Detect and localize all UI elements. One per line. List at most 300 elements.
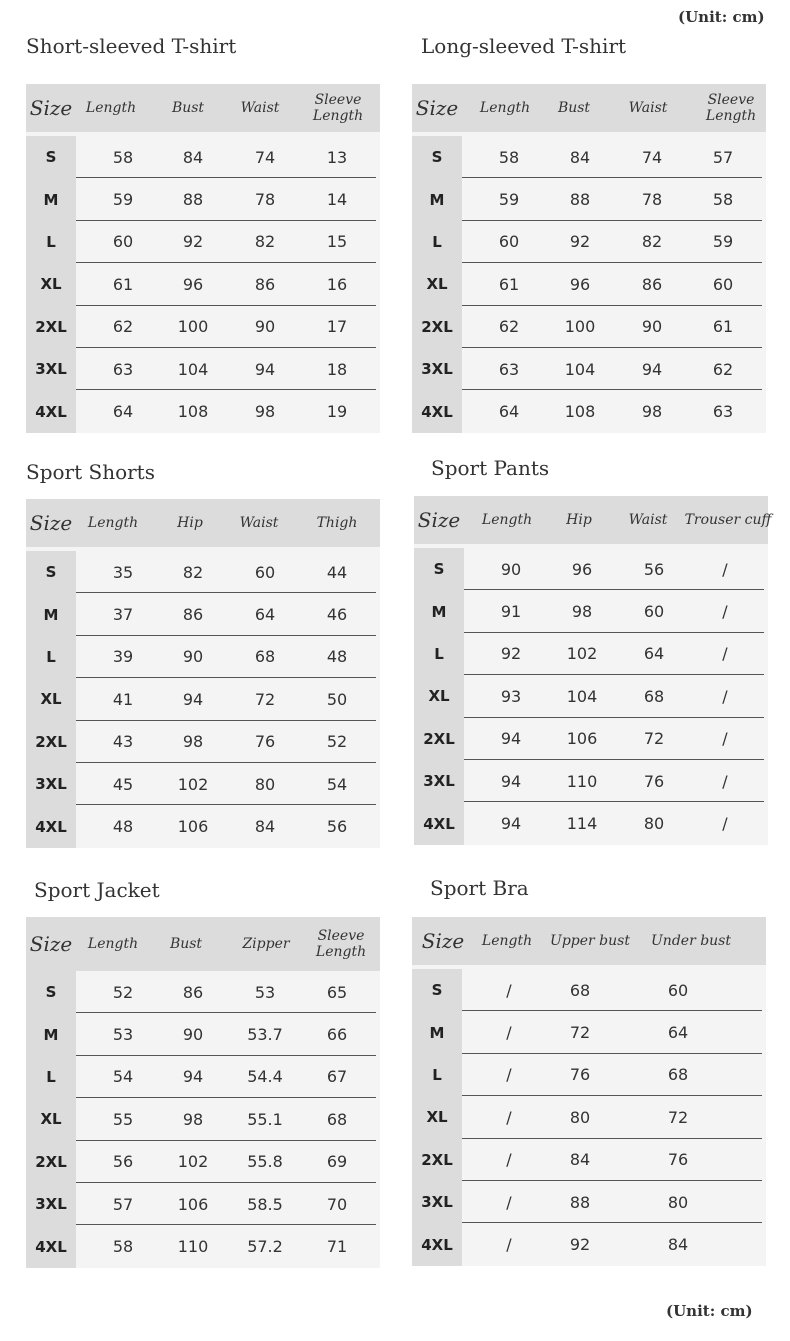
value-cell: 69 [326, 1152, 348, 1172]
value-cell: 55.1 [247, 1109, 283, 1129]
value-cell: 56 [643, 559, 665, 579]
value-cell: 48 [112, 817, 134, 837]
value-cell: 96 [182, 274, 204, 294]
value-cell: 76 [667, 1150, 689, 1170]
table-row [26, 805, 380, 847]
column-header: Upper bust [550, 933, 630, 949]
table-title: Sport Bra [430, 876, 529, 900]
table-row [412, 1096, 766, 1138]
table-row [412, 306, 766, 348]
value-cell: 76 [643, 771, 665, 791]
value-cell: 94 [182, 689, 204, 709]
value-cell: 55 [112, 1109, 134, 1129]
table-row [412, 1139, 766, 1181]
column-header: Bust [171, 100, 205, 116]
value-cell: 90 [182, 647, 204, 667]
size-cell: M [412, 178, 462, 220]
value-cell: 17 [326, 317, 348, 337]
value-cell: 72 [643, 729, 665, 749]
value-cell: / [722, 814, 728, 834]
column-header: Sleeve Length [705, 92, 757, 124]
value-cell: 86 [641, 274, 663, 294]
table-title: Long-sleeved T-shirt [421, 34, 627, 58]
size-cell: L [412, 1054, 462, 1096]
value-cell: 46 [326, 605, 348, 625]
value-cell: 94 [500, 814, 522, 834]
table-row [26, 763, 380, 805]
value-cell: 98 [182, 732, 204, 752]
table-header [414, 496, 772, 544]
value-cell: 106 [177, 1194, 209, 1214]
value-cell: / [506, 1023, 512, 1043]
value-cell: 92 [569, 232, 591, 252]
value-cell: 114 [566, 814, 598, 834]
size-cell: 2XL [412, 1139, 462, 1181]
value-cell: 93 [500, 686, 522, 706]
column-header: Sleeve Length [315, 928, 367, 960]
table-row [26, 721, 380, 763]
size-cell: XL [412, 263, 462, 305]
value-cell: 68 [254, 647, 276, 667]
column-header: Waist [628, 100, 668, 116]
value-cell: 106 [177, 817, 209, 837]
size-cell: 3XL [412, 348, 462, 390]
table-row [26, 1013, 380, 1055]
value-cell: 53 [254, 982, 276, 1002]
table-body [26, 547, 380, 848]
value-cell: 72 [667, 1107, 689, 1127]
column-header: Hip [177, 515, 203, 531]
value-cell: / [506, 980, 512, 1000]
size-cell: XL [26, 1098, 76, 1140]
value-cell: 78 [254, 190, 276, 210]
value-cell: 55.8 [247, 1152, 283, 1172]
size-cell: M [414, 590, 464, 632]
table-row [26, 971, 380, 1013]
value-cell: 92 [182, 232, 204, 252]
table-row [412, 1054, 766, 1096]
table-row [414, 633, 768, 675]
value-cell: 44 [326, 562, 348, 582]
value-cell: 84 [667, 1235, 689, 1255]
value-cell: 82 [641, 232, 663, 252]
value-cell: 64 [498, 402, 520, 422]
value-cell: 58 [112, 1237, 134, 1257]
value-cell: 92 [569, 1235, 591, 1255]
value-cell: 59 [712, 232, 734, 252]
size-header: Size [29, 96, 73, 120]
value-cell: 13 [326, 147, 348, 167]
value-cell: 94 [641, 359, 663, 379]
value-cell: / [506, 1150, 512, 1170]
value-cell: 100 [177, 317, 209, 337]
column-header: Bust [557, 100, 591, 116]
value-cell: 94 [182, 1067, 204, 1087]
size-table [26, 84, 380, 433]
value-cell: 86 [182, 605, 204, 625]
value-cell: 16 [326, 274, 348, 294]
value-cell: / [506, 1235, 512, 1255]
value-cell: 86 [182, 982, 204, 1002]
value-cell: 58 [712, 190, 734, 210]
table-row [414, 548, 768, 590]
size-cell: XL [412, 1096, 462, 1138]
table-body [26, 132, 380, 433]
value-cell: 68 [667, 1065, 689, 1085]
value-cell: 82 [182, 562, 204, 582]
table-row [412, 221, 766, 263]
column-header: Length [87, 515, 139, 531]
table-row [26, 1141, 380, 1183]
column-header: Sleeve Length [312, 92, 364, 124]
value-cell: 98 [641, 402, 663, 422]
table-row [412, 348, 766, 390]
column-header: Waist [239, 515, 279, 531]
value-cell: 59 [112, 190, 134, 210]
size-cell: L [414, 633, 464, 675]
table-row [26, 1225, 380, 1267]
value-cell: 61 [498, 274, 520, 294]
table-title: Sport Jacket [34, 878, 160, 902]
value-cell: 48 [326, 647, 348, 667]
size-cell: S [26, 136, 76, 178]
value-cell: 96 [569, 274, 591, 294]
value-cell: 96 [571, 559, 593, 579]
size-cell: M [26, 1013, 76, 1055]
table-row [26, 390, 380, 432]
value-cell: 50 [326, 689, 348, 709]
value-cell: 72 [254, 689, 276, 709]
table-title: Sport Shorts [26, 460, 155, 484]
column-header: Bust [169, 936, 203, 952]
table-row [26, 348, 380, 390]
value-cell: 94 [500, 771, 522, 791]
size-cell: 3XL [26, 763, 76, 805]
value-cell: 58.5 [247, 1194, 283, 1214]
value-cell: 74 [641, 147, 663, 167]
value-cell: 84 [569, 1150, 591, 1170]
table-row [412, 390, 766, 432]
value-cell: 68 [569, 980, 591, 1000]
value-cell: 60 [712, 274, 734, 294]
column-header: Waist [240, 100, 280, 116]
value-cell: 104 [177, 359, 209, 379]
value-cell: 108 [177, 402, 209, 422]
size-cell: M [26, 593, 76, 635]
size-cell: 2XL [26, 721, 76, 763]
size-cell: S [26, 551, 76, 593]
size-cell: S [414, 548, 464, 590]
table-header [26, 84, 380, 132]
value-cell: 102 [177, 774, 209, 794]
value-cell: / [722, 686, 728, 706]
value-cell: 60 [254, 562, 276, 582]
value-cell: 86 [254, 274, 276, 294]
value-cell: 84 [182, 147, 204, 167]
value-cell: 43 [112, 732, 134, 752]
table-row [26, 263, 380, 305]
value-cell: 54 [326, 774, 348, 794]
value-cell: 102 [566, 644, 598, 664]
table-body [412, 965, 766, 1266]
size-cell: L [26, 636, 76, 678]
size-cell: 4XL [26, 1225, 76, 1267]
value-cell: 98 [254, 402, 276, 422]
value-cell: 58 [498, 147, 520, 167]
value-cell: 90 [254, 317, 276, 337]
table-body [412, 132, 766, 433]
size-header: Size [29, 932, 73, 956]
column-header: Length [479, 100, 531, 116]
value-cell: 88 [182, 190, 204, 210]
value-cell: 54.4 [247, 1067, 283, 1087]
value-cell: 61 [112, 274, 134, 294]
size-cell: 4XL [26, 805, 76, 847]
column-header: Hip [566, 512, 592, 528]
value-cell: 39 [112, 647, 134, 667]
table-sport-pants [414, 452, 772, 852]
size-table [412, 917, 766, 1266]
table-row [412, 263, 766, 305]
value-cell: 90 [500, 559, 522, 579]
size-cell: S [412, 136, 462, 178]
value-cell: 94 [500, 729, 522, 749]
size-cell: 2XL [412, 306, 462, 348]
value-cell: 60 [112, 232, 134, 252]
value-cell: 80 [569, 1107, 591, 1127]
value-cell: 70 [326, 1194, 348, 1214]
table-row [412, 1011, 766, 1053]
size-cell: L [26, 1056, 76, 1098]
value-cell: 35 [112, 562, 134, 582]
size-table [26, 499, 380, 848]
size-cell: L [26, 221, 76, 263]
value-cell: / [722, 559, 728, 579]
size-cell: 2XL [26, 1141, 76, 1183]
table-row [26, 136, 380, 178]
column-header: Thigh [316, 515, 358, 531]
table-row [412, 178, 766, 220]
value-cell: 104 [566, 686, 598, 706]
value-cell: 82 [254, 232, 276, 252]
value-cell: 66 [326, 1025, 348, 1045]
value-cell: 60 [498, 232, 520, 252]
value-cell: 59 [498, 190, 520, 210]
table-row [26, 1183, 380, 1225]
column-header: Length [481, 933, 533, 949]
size-table [26, 917, 380, 1268]
value-cell: 19 [326, 402, 348, 422]
table-row [26, 1056, 380, 1098]
value-cell: 78 [641, 190, 663, 210]
value-cell: 80 [643, 814, 665, 834]
value-cell: 52 [112, 982, 134, 1002]
table-header [412, 917, 766, 965]
value-cell: 110 [177, 1237, 209, 1257]
column-header: Under bust [651, 933, 731, 949]
table-title: Sport Pants [431, 456, 550, 480]
value-cell: / [722, 729, 728, 749]
size-header: Size [415, 96, 459, 120]
table-row [412, 136, 766, 178]
value-cell: 45 [112, 774, 134, 794]
size-cell: 3XL [412, 1181, 462, 1223]
size-header: Size [29, 511, 73, 535]
value-cell: 90 [641, 317, 663, 337]
unit-label-top: (Unit: cm) [678, 8, 765, 26]
value-cell: 53 [112, 1025, 134, 1045]
size-cell: S [412, 969, 462, 1011]
size-cell: M [26, 178, 76, 220]
column-header: Length [85, 100, 137, 116]
table-row [414, 590, 768, 632]
value-cell: 76 [569, 1065, 591, 1085]
value-cell: 88 [569, 1192, 591, 1212]
table-title: Short-sleeved T-shirt [26, 34, 237, 58]
column-header: Waist [628, 512, 668, 528]
value-cell: 61 [712, 317, 734, 337]
table-header [26, 499, 380, 547]
column-header: Trouser cuff [684, 512, 772, 528]
value-cell: / [506, 1065, 512, 1085]
value-cell: 64 [667, 1023, 689, 1043]
value-cell: 102 [177, 1152, 209, 1172]
value-cell: 57 [712, 147, 734, 167]
value-cell: 91 [500, 602, 522, 622]
table-row [26, 1098, 380, 1140]
table-sport-shorts [26, 456, 380, 856]
value-cell: / [722, 602, 728, 622]
size-cell: M [412, 1011, 462, 1053]
value-cell: 58 [112, 147, 134, 167]
value-cell: 106 [566, 729, 598, 749]
value-cell: 64 [643, 644, 665, 664]
table-long-sleeved-tshirt [412, 30, 766, 440]
value-cell: 84 [254, 817, 276, 837]
table-row [26, 593, 380, 635]
size-cell: 2XL [26, 306, 76, 348]
table-header [412, 84, 766, 132]
size-cell: 3XL [26, 348, 76, 390]
table-sport-bra [412, 872, 766, 1272]
size-cell: 2XL [414, 718, 464, 760]
value-cell: 76 [254, 732, 276, 752]
value-cell: 108 [564, 402, 596, 422]
value-cell: 18 [326, 359, 348, 379]
size-cell: 4XL [26, 390, 76, 432]
column-header: Length [87, 936, 139, 952]
value-cell: 15 [326, 232, 348, 252]
size-cell: S [26, 971, 76, 1013]
value-cell: 68 [326, 1109, 348, 1129]
value-cell: 98 [571, 602, 593, 622]
table-body [414, 544, 768, 845]
value-cell: 52 [326, 732, 348, 752]
size-table [414, 496, 772, 845]
value-cell: 98 [182, 1109, 204, 1129]
value-cell: 64 [112, 402, 134, 422]
size-cell: XL [26, 263, 76, 305]
value-cell: 104 [564, 359, 596, 379]
value-cell: 41 [112, 689, 134, 709]
table-row [414, 802, 768, 844]
value-cell: 72 [569, 1023, 591, 1043]
value-cell: 88 [569, 190, 591, 210]
table-short-sleeved-tshirt [26, 30, 380, 440]
value-cell: 63 [712, 402, 734, 422]
value-cell: 60 [643, 602, 665, 622]
table-row [412, 1181, 766, 1223]
table-header [26, 917, 380, 971]
value-cell: 60 [667, 980, 689, 1000]
value-cell: 56 [112, 1152, 134, 1172]
value-cell: 92 [500, 644, 522, 664]
value-cell: 80 [667, 1192, 689, 1212]
value-cell: 68 [643, 686, 665, 706]
value-cell: 54 [112, 1067, 134, 1087]
value-cell: 14 [326, 190, 348, 210]
size-cell: 4XL [412, 390, 462, 432]
value-cell: 63 [112, 359, 134, 379]
table-row [414, 760, 768, 802]
value-cell: 53.7 [247, 1025, 283, 1045]
table-row [412, 969, 766, 1011]
value-cell: 94 [254, 359, 276, 379]
table-body [26, 971, 380, 1268]
size-cell: L [412, 221, 462, 263]
table-row [26, 551, 380, 593]
size-header: Size [421, 929, 465, 953]
table-row [26, 306, 380, 348]
size-cell: XL [26, 678, 76, 720]
value-cell: 74 [254, 147, 276, 167]
value-cell: 63 [498, 359, 520, 379]
size-cell: 4XL [412, 1223, 462, 1265]
value-cell: 64 [254, 605, 276, 625]
value-cell: 90 [182, 1025, 204, 1045]
table-sport-jacket [26, 874, 380, 1274]
table-row [26, 178, 380, 220]
value-cell: 65 [326, 982, 348, 1002]
table-row [414, 675, 768, 717]
column-header: Length [481, 512, 533, 528]
size-cell: 3XL [26, 1183, 76, 1225]
table-row [26, 678, 380, 720]
value-cell: 84 [569, 147, 591, 167]
value-cell: 67 [326, 1067, 348, 1087]
size-cell: 4XL [414, 802, 464, 844]
value-cell: 80 [254, 774, 276, 794]
table-row [26, 636, 380, 678]
column-header: Zipper [242, 936, 290, 952]
value-cell: 57 [112, 1194, 134, 1214]
value-cell: 62 [112, 317, 134, 337]
size-header: Size [417, 508, 461, 532]
value-cell: 62 [498, 317, 520, 337]
table-row [412, 1223, 766, 1265]
value-cell: 110 [566, 771, 598, 791]
value-cell: 62 [712, 359, 734, 379]
value-cell: 37 [112, 605, 134, 625]
unit-label-bottom: (Unit: cm) [666, 1302, 753, 1320]
value-cell: 71 [326, 1237, 348, 1257]
value-cell: 57.2 [247, 1237, 283, 1257]
table-row [414, 718, 768, 760]
size-table [412, 84, 766, 433]
value-cell: 100 [564, 317, 596, 337]
value-cell: / [722, 771, 728, 791]
value-cell: 56 [326, 817, 348, 837]
